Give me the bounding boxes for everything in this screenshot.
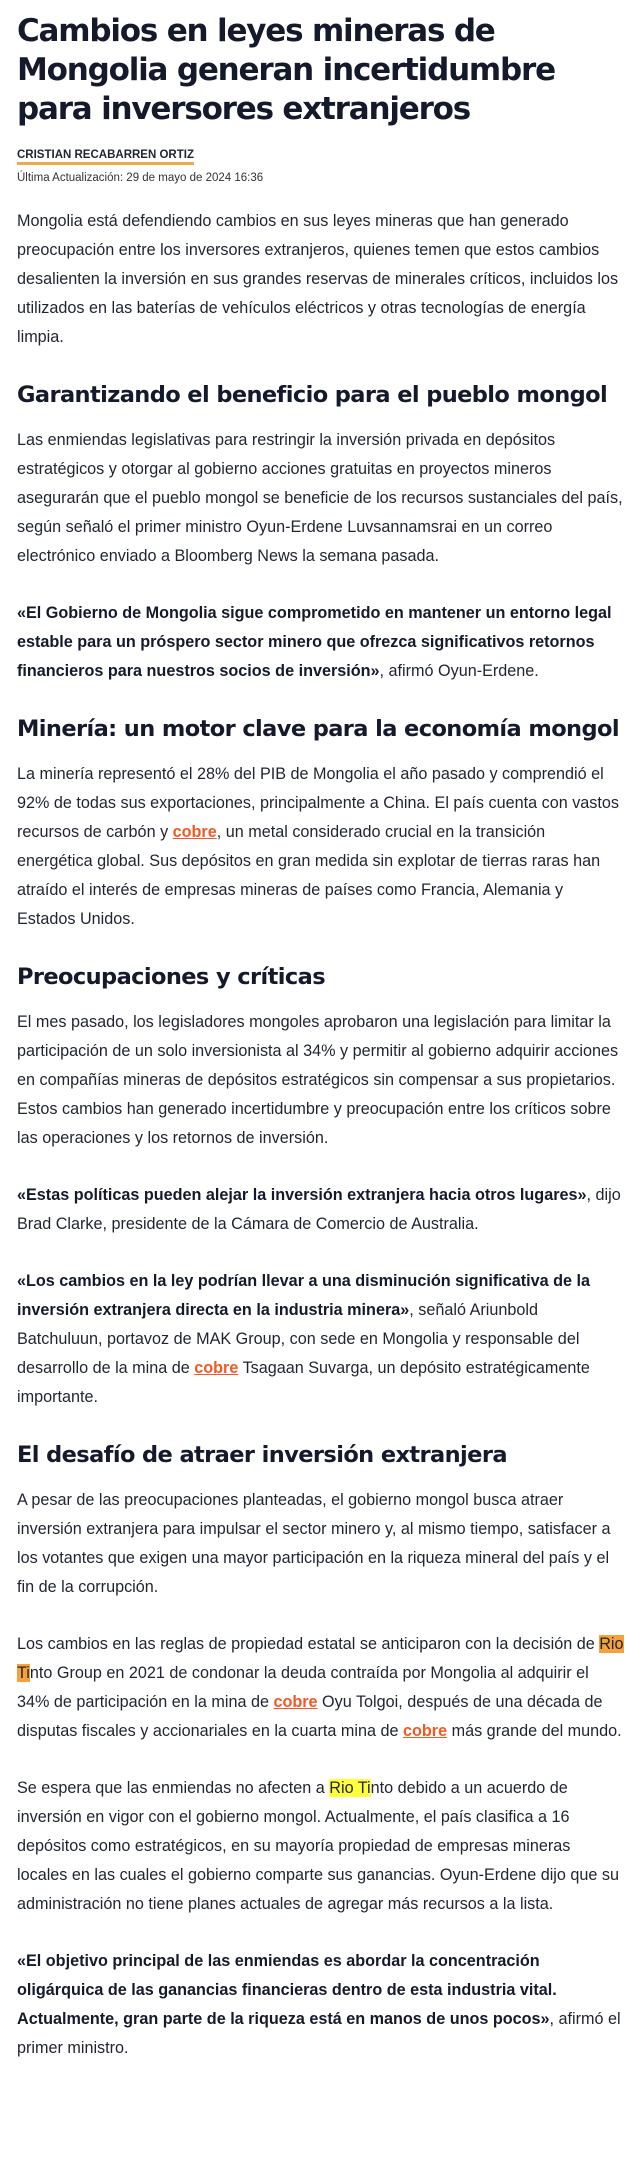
section-heading-preocupaciones: Preocupaciones y críticas [17, 964, 325, 990]
text-run: La minería representó el 28% del PIB de Mongolia el año pasado y comprendió el 92% de todas sus exportaciones, principalmente a China. El país cuenta con vastos recursos de carbón y [17, 765, 619, 841]
text-run: Tsagaan Suvarga, un depósito estratégicamente importante. [17, 1359, 590, 1406]
section-heading-desafio: El desafío de atraer inversión extranjera [17, 1442, 507, 1468]
keyword-link-cobre[interactable]: cobre [403, 1722, 448, 1740]
quote: «El objetivo principal de las enmiendas es abordar la concentración oligárquica de las ganancias financieras dentro de esta industria vital. Actualmente, gran parte de la riqueza está en manos de unos pocos» [17, 1952, 557, 2028]
quote: «Estas políticas pueden alejar la inversión extranjera hacia otros lugares» [17, 1186, 587, 1204]
author-byline[interactable]: CRISTIAN RECABARREN ORTIZ [17, 148, 194, 165]
quote-attribution: , dijo Brad Clarke, presidente de la Cámara de Comercio de Australia. [17, 1186, 621, 1233]
quote-paragraph [17, 1181, 625, 1239]
text-run: nto Group en 2021 de condonar la deuda contraída por Mongolia al adquirir el 34% de participación en la mina de [17, 1664, 589, 1711]
highlight-rio-tinto: Rio Ti [329, 1779, 371, 1797]
section-heading-mineria: Minería: un motor clave para la economía mongol [17, 716, 619, 742]
quote: «El Gobierno de Mongolia sigue comprometido en mantener un entorno legal estable para un próspero sector minero que ofrezca significativos retornos financieros para nuestros socios de inversión» [17, 604, 612, 680]
quote-paragraph [17, 1947, 625, 2063]
quote-paragraph [17, 1267, 625, 1412]
keyword-link-cobre[interactable]: cobre [273, 1693, 318, 1711]
section-heading-beneficio: Garantizando el beneficio para el pueblo mongol [17, 382, 608, 408]
paragraph: Las enmiendas legislativas para restringir la inversión privada en depósitos estratégicos y otorgar al gobierno acciones gratuitas en proyectos mineros asegurarán que el pueblo mongol se beneficie de los recursos sustanciales del país, según señaló el primer ministro Oyun-Erdene Luvsannamsrai en un correo electrónico enviado a Bloomberg News la semana pasada. [17, 431, 623, 565]
text-run: más grande del mundo. [447, 1722, 622, 1740]
paragraph: El mes pasado, los legisladores mongoles aprobaron una legislación para limitar la participación de un solo inversionista al 34% y permitir al gobierno adquirir acciones en compañías mineras de depósitos estratégicos sin compensar a sus propietarios. Estos cambios han generado incertidumbre y preocupación entre los críticos sobre las operaciones y los retornos de inversión. [17, 1013, 619, 1147]
text-run: nto debido a un acuerdo de inversión en vigor con el gobierno mongol. Actualmente, el país clasifica a 16 depósitos como estratégicos, en su mayoría propiedad de empresas mineras locales en las cuales el gobierno comparte sus ganancias. Oyun-Erdene dijo que su administración no tiene planes actuales de agregar más recursos a la lista. [17, 1779, 619, 1913]
last-updated: Última Actualización: 29 de mayo de 2024 16:36 [17, 172, 264, 184]
paragraph [17, 1630, 625, 1746]
quote-attribution: , señaló Ariunbold Batchuluun, portavoz de MAK Group, con sede en Mongolia y responsable del desarrollo de la mina de [17, 1301, 580, 1377]
highlight-rio-tinto: Rio Ti [17, 1635, 624, 1682]
paragraph [17, 1774, 625, 1919]
text-run: Se espera que las enmiendas no afecten a [17, 1779, 330, 1797]
article [0, 12, 642, 2063]
quote: «Los cambios en la ley podrían llevar a una disminución significativa de la inversión extranjera directa en la industria minera» [17, 1272, 591, 1319]
quote-attribution: , afirmó Oyun-Erdene. [379, 662, 539, 680]
text-run: Los cambios en las reglas de propiedad estatal se anticiparon con la decisión de [17, 1635, 600, 1653]
text-run: , un metal considerado crucial en la transición energética global. Sus depósitos en gran medida sin explotar de tierras raras han atraído el interés de empresas mineras de países como Francia, Alemania y Estados Unidos. [17, 823, 601, 928]
keyword-link-cobre[interactable]: cobre [194, 1359, 239, 1377]
paragraph [17, 760, 625, 934]
keyword-link-cobre[interactable]: cobre [172, 823, 217, 841]
paragraph: A pesar de las preocupaciones planteadas, el gobierno mongol busca atraer inversión extranjera para impulsar el sector minero y, al mismo tiempo, satisfacer a los votantes que exigen una mayor participación en la riqueza mineral del país y el fin de la corrupción. [17, 1491, 611, 1596]
text-run: Oyu Tolgoi, después de una década de disputas fiscales y accionariales en la cuarta mina de [17, 1693, 603, 1740]
quote-attribution: , afirmó el primer ministro. [17, 2010, 621, 2057]
intro-paragraph: Mongolia está defendiendo cambios en sus leyes mineras que han generado preocupación entre los inversores extranjeros, quienes temen que estos cambios desalienten la inversión en sus grandes reservas de minerales críticos, incluidos los utilizados en las baterías de vehículos eléctricos y otras tecnologías de energía limpia. [17, 212, 619, 346]
quote-paragraph [17, 599, 625, 686]
article-title: Cambios en leyes mineras de Mongolia generan incertidumbre para inversores extranjeros [17, 13, 555, 127]
